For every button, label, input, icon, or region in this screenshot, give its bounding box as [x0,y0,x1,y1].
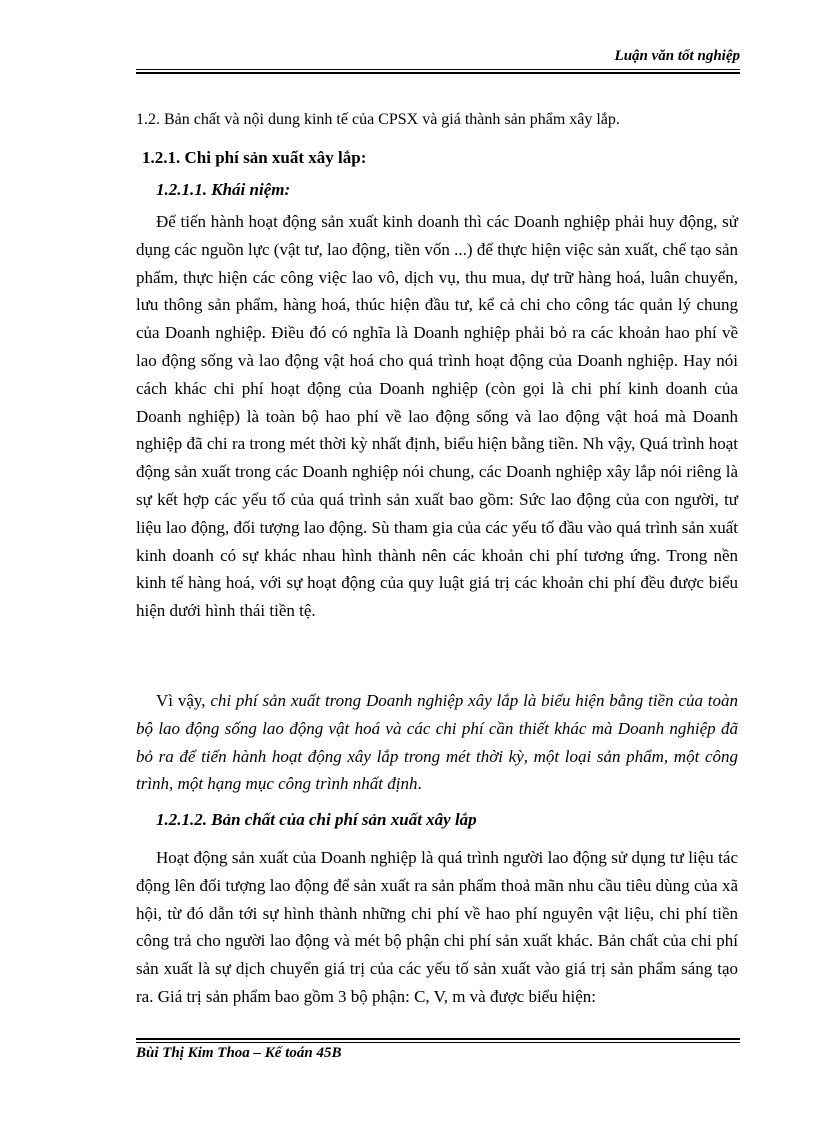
definition-paragraph [136,687,738,798]
header-rule [136,69,740,70]
nature-heading: 1.2.1.2. Bản chất của chi phí sản xuất xây lắp [156,810,477,829]
definition-end: . [417,774,422,794]
page-footer [136,1038,740,1068]
concept-paragraph [136,208,738,625]
header-title: Luận văn tốt nghiệp [614,48,740,64]
section-heading: 1.2. Bản chất và nội dung kinh tế của CPSX và giá thành sản phẩm xây lắp. [136,111,620,128]
nature-paragraph-text: Hoạt động sản xuất của Doanh nghiệp là quá trình người lao động sử dụng tư liệu tác động lên đối tượng lao động để sản xuất ra sản phẩm thoả mãn nhu cầu tiêu dùng của xã hội, từ đó dẫn tới sự hình thành những chi phí về hao phí nguyên vật liệu, chi phí tiền công trả cho người lao động và mét bộ phận chi phí sản xuất khác. Bản chất của chi phí sản xuất là sự dịch chuyển giá trị của các yếu tố sản xuất vào giá trị sản phẩm sáng tạo ra. Giá trị sản phẩm bao gồm 3 bộ phận: C, V, m và được biểu hiện: [136,848,738,1006]
definition-lead: Vì vậy, [156,691,211,710]
footer-author: Bùi Thị Kim Thoa – Kế toán 45B [136,1045,342,1061]
nature-paragraph [136,844,738,1011]
definition-text: chi phí sản xuất trong Doanh nghiệp xây lắp là biểu hiện bằng tiền của toàn bộ lao động sống lao động vật hoá và các chi phí cần thiết khác mà Doanh nghiệp đã bỏ ra để tiến hành hoạt động xây lắp trong mét thời kỳ, một loại sản phẩm, một công trình, một hạng mục công trình nhất định [136,691,738,794]
concept-heading: 1.2.1.1. Khái niệm: [156,180,291,199]
concept-paragraph-text: Để tiến hành hoạt động sản xuất kinh doanh thì các Doanh nghiệp phải huy động, sử dụng các nguồn lực (vật tư, lao động, tiền vốn ...) để thực hiện việc sản xuất, chế tạo sản phẩm, thực hiện các công việc lao vô, dịch vụ, thu mua, dự trữ hàng hoá, luân chuyển, lưu thông sản phẩm, hàng hoá, thúc hiện đầu tư, kể cả chi cho công tác quản lý chung của Doanh nghiệp. Điều đó có nghĩa là Doanh nghiệp phải bỏ ra các khoản hao phí về lao động sống và lao động vật hoá cho quá trình hoạt động của Doanh nghiệp. Hay nói cách khác chi phí hoạt động của Doanh nghiệp (còn gọi là chi phí kinh doanh của Doanh nghiệp) là toàn bộ hao phí về lao động sống và lao động vật hoá mà Doanh nghiệp đã chi ra trong mét thời kỳ nhất định, biểu hiện bằng tiền. Nh vậy, Quá trình hoạt động sản xuất trong các Doanh nghiệp nói chung, các Doanh nghiệp xây lắp nói riêng là sự kết hợp các yếu tố của quá trình sản xuất bao gồm: Sức lao động của con người, tư liệu lao động, đối tượng lao động. Sù tham gia của các yếu tố đầu vào quá trình sản xuất kinh doanh có sự khác nhau hình thành nên các khoản chi phí tương ứng. Trong nền kinh tế hàng hoá, với sự hoạt động của quy luật giá trị các khoản chi phí đều được biểu hiện dưới hình thái tiền tệ. [136,212,738,621]
footer-rule-thick [136,1038,740,1040]
footer-rule [136,1042,740,1043]
sub-heading: 1.2.1. Chi phí sản xuất xây lắp: [142,148,367,167]
page-header [136,48,740,74]
header-rule-thick [136,72,740,74]
